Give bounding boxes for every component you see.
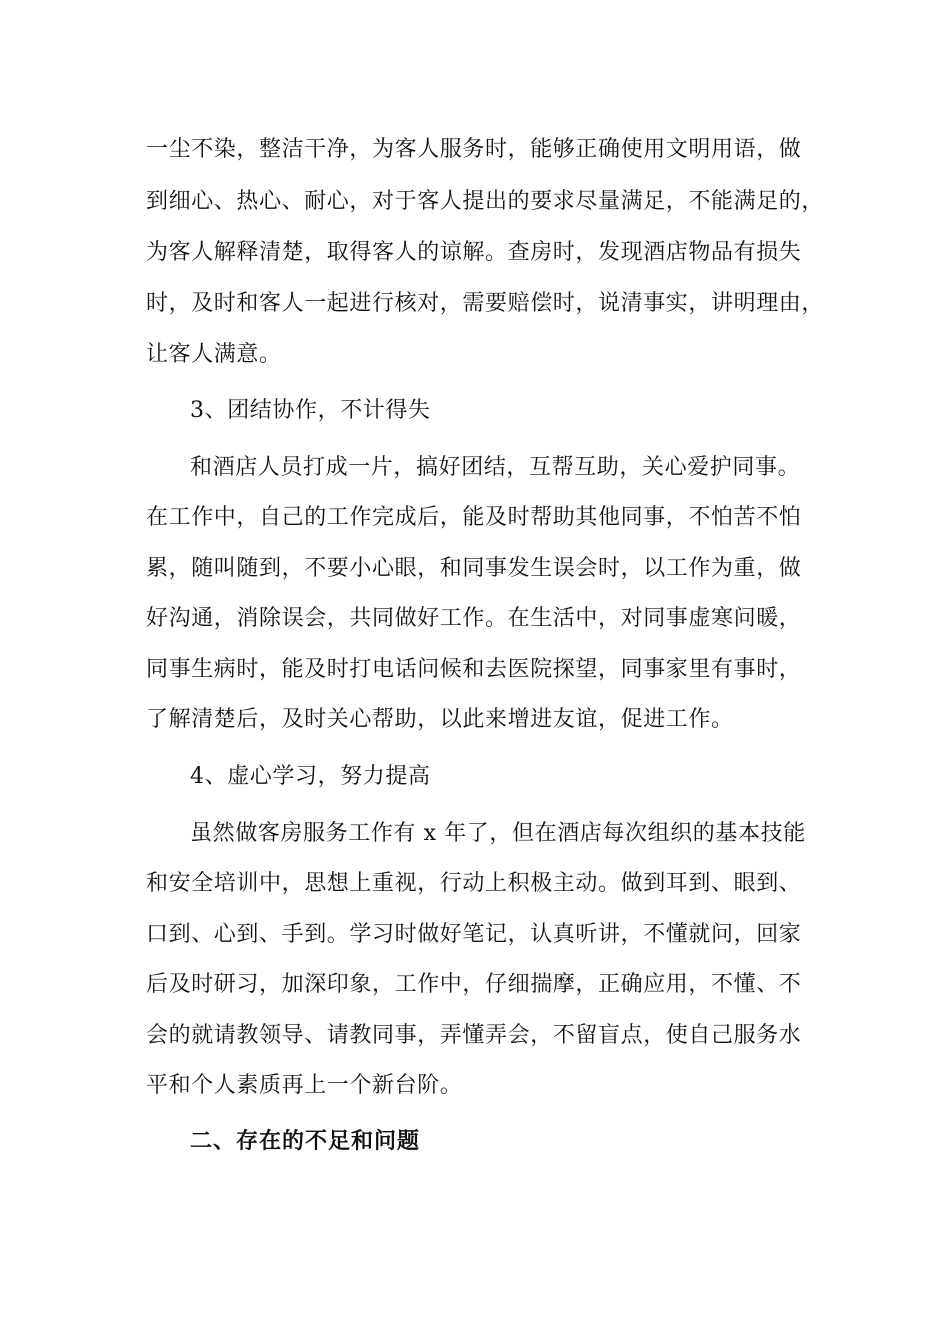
paragraph-line: 累，随叫随到，不要小心眼，和同事发生误会时，以工作为重，做 <box>146 556 802 581</box>
paragraph-line: 到细心、热心、耐心，对于客人提出的要求尽量满足，不能满足的， <box>146 189 825 214</box>
paragraph-line: 口到、心到、手到。学习时做好笔记，认真听讲，不懂就问，回家 <box>146 922 802 947</box>
section-two-heading: 二、存在的不足和问题 <box>190 1129 421 1154</box>
paragraph-line: 同事生病时，能及时打电话问候和去医院探望，同事家里有事时， <box>146 657 802 682</box>
paragraph-line: 了解清楚后，及时关心帮助，以此来增进友谊，促进工作。 <box>146 707 734 732</box>
paragraph-line: 为客人解释清楚，取得客人的谅解。查房时，发现酒店物品有损失 <box>146 240 802 265</box>
paragraph-line: 好沟通，消除误会，共同做好工作。在生活中，对同事虚寒问暖， <box>146 606 802 631</box>
section-4-heading: 4、虚心学习，努力提高 <box>190 764 431 789</box>
paragraph-line: 和安全培训中，思想上重视，行动上积极主动。做到耳到、眼到、 <box>146 871 802 896</box>
paragraph-line: 虽然做客房服务工作有 x 年了，但在酒店每次组织的基本技能 <box>190 821 806 846</box>
paragraph-line: 后及时研习，加深印象，工作中，仔细揣摩，正确应用，不懂、不 <box>146 972 802 997</box>
paragraph-line: 平和个人素质再上一个新台阶。 <box>146 1073 463 1098</box>
paragraph-line: 会的就请教领导、请教同事，弄懂弄会，不留盲点，使自己服务水 <box>146 1023 802 1048</box>
paragraph-line: 和酒店人员打成一片，搞好团结，互帮互助，关心爱护同事。 <box>190 455 801 480</box>
paragraph-line: 时，及时和客人一起进行核对，需要赔偿时，说清事实，讲明理由， <box>146 291 825 316</box>
section-3-heading: 3、团结协作，不计得失 <box>190 398 431 423</box>
paragraph-line: 让客人满意。 <box>146 342 282 367</box>
paragraph-line: 一尘不染，整洁干净，为客人服务时，能够正确使用文明用语，做 <box>146 137 802 162</box>
paragraph-line: 在工作中，自己的工作完成后，能及时帮助其他同事，不怕苦不怕 <box>146 505 802 530</box>
